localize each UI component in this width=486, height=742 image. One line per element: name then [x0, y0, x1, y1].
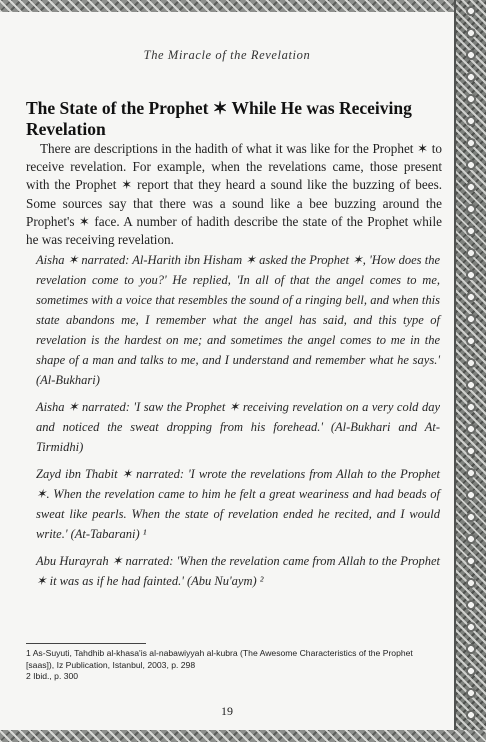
- hadith-quote: Aisha ✶ narrated: Al-Harith ibn Hisham ✶ asked the Prophet ✶, 'How does the revelation come to you?' He replied, 'In all of that the angel comes to me, sometimes with a voice that resembles the sound of a ringing bell, and when this state abandons me, I remember what the angel has said, and this type of revelation is the hardest on me; and sometimes the angel comes to me in the shape of a man and talks to me, and I understand and remember what he says.' (Al-Bukhari): [36, 253, 440, 387]
- decorative-border-bottom: [0, 730, 486, 742]
- section-title: The State of the Prophet ✶ While He was Receiving Revelation: [26, 98, 412, 139]
- hadith-quote: Zayd ibn Thabit ✶ narrated: 'I wrote the revelations from Allah to the Prophet ✶. When the revelation came to him he felt a great weariness and had beads of sweat like pearls. When the state of revelation ended he recited, and I would write.' (At-Tabarani) ¹: [36, 467, 440, 541]
- running-head: The Miracle of the Revelation: [143, 48, 311, 62]
- hadith-quote: Aisha ✶ narrated: 'I saw the Prophet ✶ receiving revelation on a very cold day and noticed the sweat dropping from his forehead.' (Al-Bukhari and At-Tirmidhi): [36, 400, 440, 454]
- body-paragraph: There are descriptions in the hadith of what it was like for the Prophet ✶ to receive revelation. For example, when the revelations came, those present with the Prophet ✶ report that they heard a sound like the buzzing of bees. Some sources say that there was a sound like a bee buzzing around the Prophet's ✶ face. A number of hadith describe the state of the Prophet while he was receiving revelation.: [26, 141, 442, 248]
- decorative-border-top: [0, 0, 486, 12]
- footnote-1: 1 As-Suyuti, Tahdhib al-khasa'is al-nabawiyyah al-kubra (The Awesome Characteristics of the Prophet [saas]), Iz Publication, Istanbul, 2003, p. 298: [26, 648, 413, 670]
- footnotes: [26, 648, 442, 683]
- footnote-divider: [26, 643, 146, 644]
- footnote-2: 2 Ibid., p. 300: [26, 671, 79, 681]
- decorative-border-right: [454, 0, 486, 742]
- hadith-quote: Abu Hurayrah ✶ narrated: 'When the revelation came from Allah to the Prophet ✶ it was as if he had fainted.' (Abu Nu'aym) ²: [36, 554, 440, 588]
- hadith-quotes: [36, 250, 440, 598]
- page-number: 19: [221, 704, 233, 718]
- book-page: [0, 12, 454, 730]
